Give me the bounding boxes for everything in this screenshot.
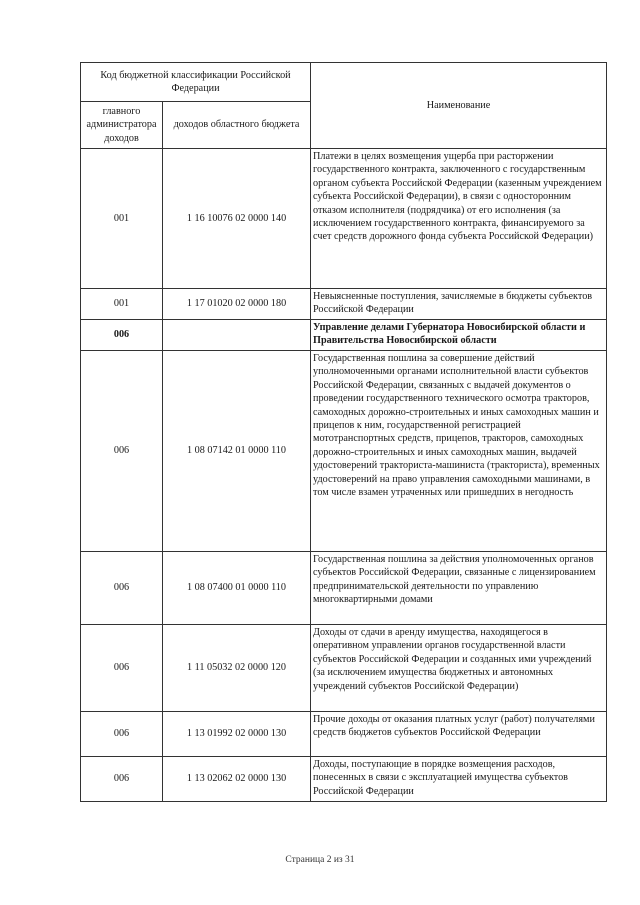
income-code-cell — [163, 320, 311, 351]
table-row — [81, 712, 607, 757]
income-code-cell: 1 17 01020 02 0000 180 — [163, 289, 311, 320]
admin-code-cell: 006 — [81, 712, 163, 757]
table-row — [81, 149, 607, 289]
header-name: Наименование — [311, 63, 607, 149]
name-cell: Прочие доходы от оказания платных услуг (работ) получателями средств бюджетов субъектов Российской Федерации — [311, 712, 607, 757]
section-heading-cell: Управление делами Губернатора Новосибирской области и Правительства Новосибирской области — [311, 320, 607, 351]
income-code-cell: 1 13 02062 02 0000 130 — [163, 757, 311, 802]
admin-code-cell: 006 — [81, 351, 163, 552]
admin-code-cell: 006 — [81, 757, 163, 802]
table-row — [81, 625, 607, 712]
name-cell: Платежи в целях возмещения ущерба при расторжении государственного контракта, заключенного с государственным органом субъекта Российской Федерации (казенным учреждением субъекта Российской Федерации), в связи с односторонним отказом исполнителя (подрядчика) от его исполнения (за исключением государственного контракта, финансируемого за счет средств дорожного фонда субъекта Российской Федерации) — [311, 149, 607, 289]
admin-code-cell: 006 — [81, 552, 163, 625]
name-cell: Государственная пошлина за действия уполномоченных органов субъектов Российской Федерации, связанные с лицензированием предпринимательской деятельности по управлению многоквартирными домами — [311, 552, 607, 625]
table-row — [81, 351, 607, 552]
header-budget-code-group: Код бюджетной классификации Российской Федерации — [81, 63, 311, 102]
income-code-cell: 1 16 10076 02 0000 140 — [163, 149, 311, 289]
budget-classification-table — [80, 62, 607, 802]
header-main-administrator: главного администратора доходов — [81, 102, 163, 149]
name-cell: Доходы от сдачи в аренду имущества, находящегося в оперативном управлении органов государственной власти субъектов Российской Федерации и созданных ими учреждений (за исключением имущества бюджетных и автономных учреждений субъектов Российской Федерации) — [311, 625, 607, 712]
income-code-cell: 1 11 05032 02 0000 120 — [163, 625, 311, 712]
admin-code-cell: 001 — [81, 289, 163, 320]
income-code-cell: 1 08 07142 01 0000 110 — [163, 351, 311, 552]
admin-code-cell: 006 — [81, 625, 163, 712]
name-cell: Невыясненные поступления, зачисляемые в бюджеты субъектов Российской Федерации — [311, 289, 607, 320]
page-number: Страница 2 из 31 — [285, 855, 355, 865]
name-cell: Доходы, поступающие в порядке возмещения расходов, понесенных в связи с эксплуатацией имущества субъектов Российской Федерации — [311, 757, 607, 802]
income-code-cell: 1 13 01992 02 0000 130 — [163, 712, 311, 757]
table-row — [81, 289, 607, 320]
table-row — [81, 552, 607, 625]
name-cell: Государственная пошлина за совершение действий уполномоченными органами исполнительной власти субъектов Российской Федерации, связанных с выдачей документов о проведении государственного технического осмотра тракторов, самоходных дорожно-строительных и иных самоходных машин и прицепов к ним, государственной регистрацией мототранспортных средств, прицепов, тракторов, самоходных дорожно-строительных и иных самоходных машин, выдачей удостоверений тракториста-машиниста (тракториста), временных удостоверений на право управления самоходными машинами, в том числе взамен утраченных или пришедших в негодность — [311, 351, 607, 552]
income-code-cell: 1 08 07400 01 0000 110 — [163, 552, 311, 625]
admin-code-cell: 006 — [81, 320, 163, 351]
table-row-section-heading — [81, 320, 607, 351]
table-row — [81, 757, 607, 802]
header-regional-budget-income: доходов областного бюджета — [163, 102, 311, 149]
admin-code-cell: 001 — [81, 149, 163, 289]
